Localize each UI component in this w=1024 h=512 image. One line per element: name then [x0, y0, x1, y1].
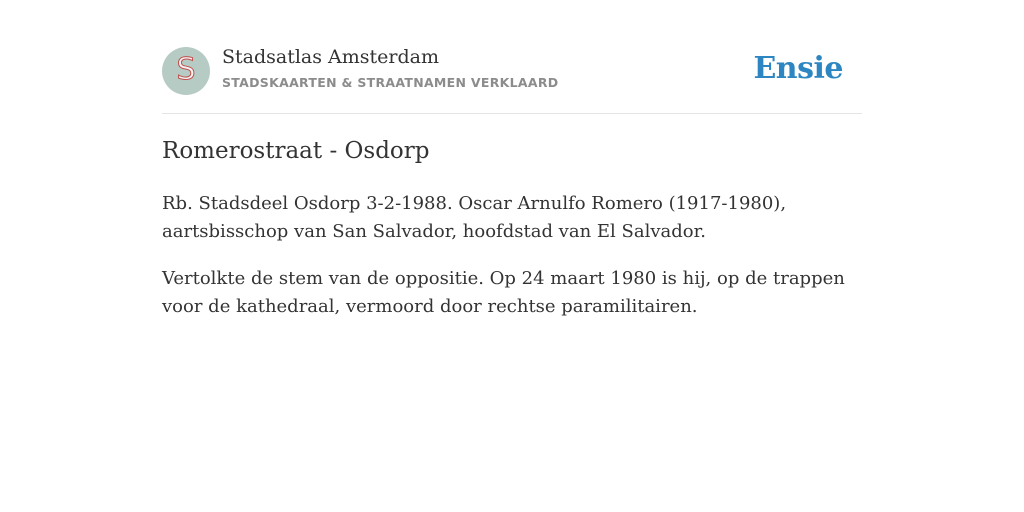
article-paragraph-1: Rb. Stadsdeel Osdorp 3-2-1988. Oscar Arnulfo Romero (1917-1980), aartsbisschop van San Salvador, hoofdstad van El Salvador. [162, 193, 787, 242]
site-avatar[interactable] [162, 47, 210, 95]
article-title: Romerostraat - Osdorp [162, 138, 430, 164]
article-paragraph-2: Vertolkte de stem van de oppositie. Op 24 maart 1980 is hij, op de trappen voor de kathedraal, vermoord door rechtse paramilitairen. [162, 268, 845, 317]
site-subtitle: STADSKAARTEN & STRAATNAMEN VERKLAARD [222, 75, 559, 90]
site-title[interactable]: Stadsatlas Amsterdam [222, 46, 440, 68]
content-container [162, 0, 862, 317]
site-header [162, 0, 862, 114]
ensie-logo[interactable]: Ensie [753, 51, 843, 86]
avatar-letter: S [176, 52, 196, 87]
